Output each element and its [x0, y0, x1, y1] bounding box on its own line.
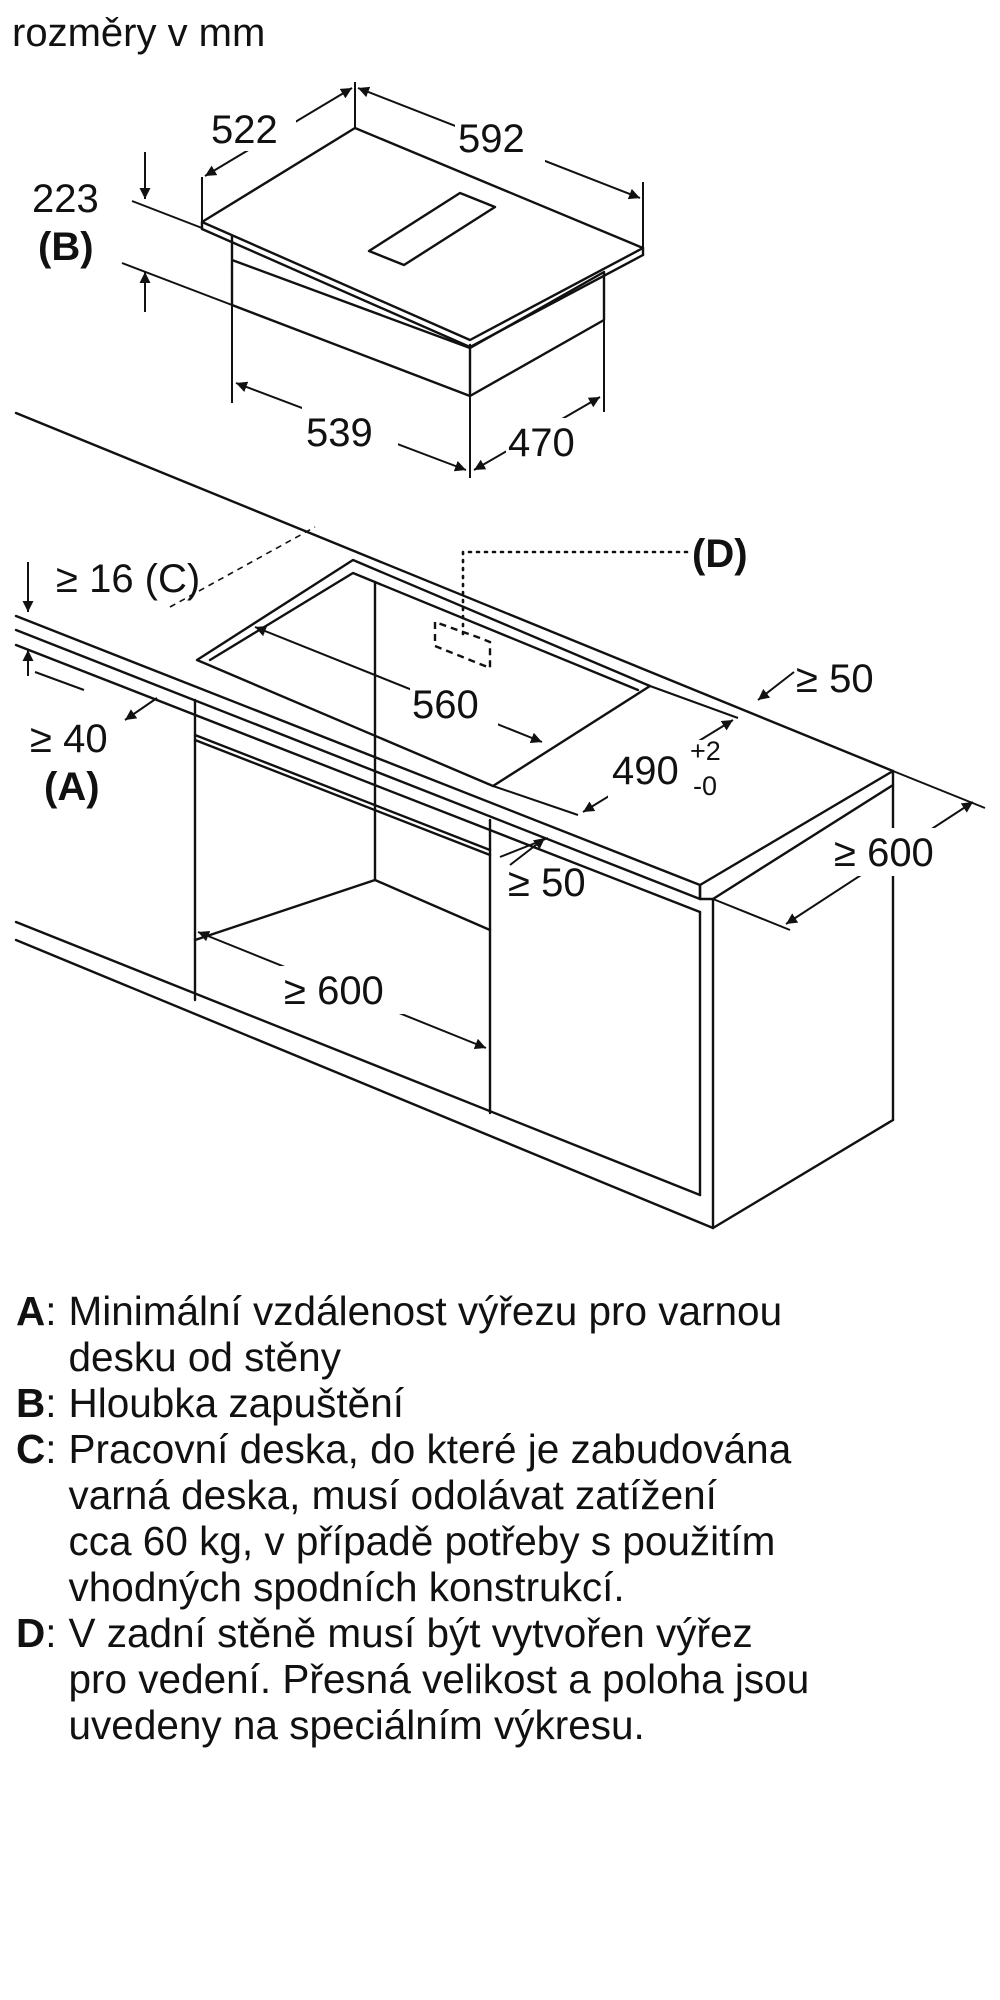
worktop-depth-600: ≥ 600 [834, 831, 934, 875]
wall-distance-min: ≥ 40 [30, 717, 108, 761]
legend-item-d: D : V zadní stěně musí být vytvořen výřez pro vedení. Přesná velikost a poloha jsou uvedeny na speciálním výkresu. [16, 1610, 976, 1748]
worktop-thickness-min: ≥ 16 (C) [56, 557, 201, 601]
dim-arrow-40 [125, 698, 157, 720]
legend [16, 1288, 976, 1748]
cabinet-width-600: ≥ 600 [284, 969, 384, 1013]
legend-text: Pracovní deska, do které je zabudována varná deska, musí odolávat zatížení cca 60 kg, v případě potřeby s použitím vhodných spodních konstrukcí. [68, 1426, 792, 1610]
dim-width-592: 592 [458, 117, 525, 161]
units-title: rozměry v mm [12, 11, 266, 55]
dim-body-depth-470: 470 [508, 421, 575, 465]
legend-text: V zadní stěně musí být vytvořen výřez pro vedení. Přesná velikost a poloha jsou uvedeny na speciálním výkresu. [68, 1610, 810, 1748]
dim-height-223: 223 [32, 177, 99, 221]
legend-text: Hloubka zapuštění [68, 1380, 404, 1426]
worktop-cutout [197, 560, 650, 786]
cutout-tol-plus: +2 [690, 736, 721, 766]
cutout-tol-minus: -0 [693, 771, 718, 801]
dim-body-width-539: 539 [306, 411, 373, 455]
legend-letter: B [16, 1380, 46, 1426]
wall-distance-ref-a: (A) [44, 765, 100, 809]
rear-cutout-ref-d: (D) [692, 532, 748, 576]
legend-item-b: B : Hloubka zapuštění [16, 1380, 976, 1426]
legend-item-a: A : Minimální vzdálenost výřezu pro varnou desku od stěny [16, 1288, 976, 1380]
legend-letter: C [16, 1426, 46, 1472]
cutout-depth-490: 490 [612, 749, 679, 793]
side-clearance-50: ≥ 50 [796, 657, 874, 701]
dim-arrow-50-right [758, 672, 794, 700]
legend-letter: A [16, 1288, 46, 1334]
legend-letter: D [16, 1610, 46, 1656]
legend-text: Minimální vzdálenost výřezu pro varnou desku od stěny [68, 1288, 783, 1380]
dim-height-ref-b: (B) [38, 225, 94, 269]
front-clearance-50: ≥ 50 [508, 861, 586, 905]
installation-drawing [16, 413, 985, 1228]
dim-depth-522: 522 [211, 108, 278, 152]
cutout-width-560: 560 [412, 683, 479, 727]
legend-item-c: C : Pracovní deska, do které je zabudována varná deska, musí odolávat zatížení cca 60 kg, v případě potřeby s použitím vhodných spodních konstrukcí. [16, 1426, 976, 1610]
hob-drawing [32, 82, 643, 478]
